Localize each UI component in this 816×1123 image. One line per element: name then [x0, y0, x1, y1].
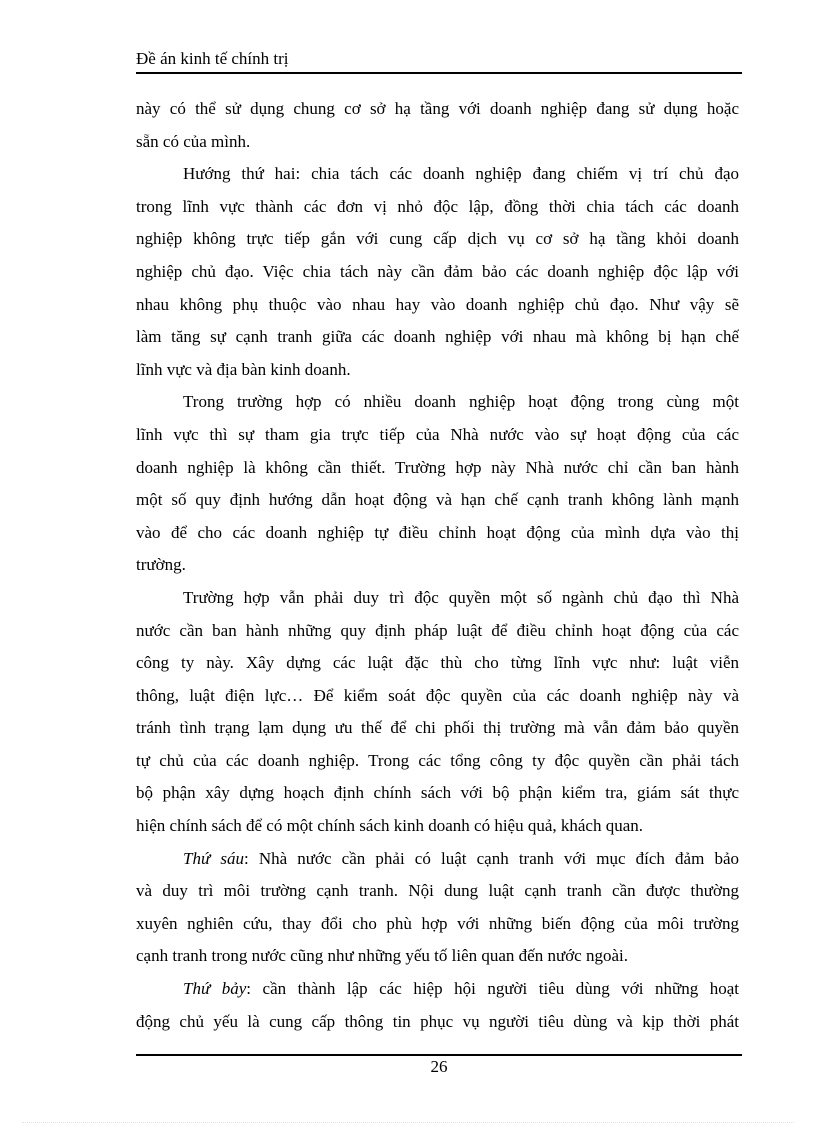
text-line: trong lĩnh vực thành các đơn vị nhỏ độc lập, đồng thời chia tách các doanh [136, 196, 739, 216]
text-line: lĩnh vực thì sự tham gia trực tiếp của Nhà nước vào sự hoạt động của các [136, 424, 739, 444]
text-line: nghiệp chủ đạo. Việc chia tách này cần đảm bảo các doanh nghiệp độc lập với [136, 261, 739, 281]
text-line: Trong trường hợp có nhiều doanh nghiệp hoạt động trong cùng một [183, 392, 739, 412]
text-line [136, 843, 739, 876]
text-line: xuyên nghiên cứu, thay đổi cho phù hợp với những biến động của môi trường [136, 913, 739, 933]
text-line: vào để cho các doanh nghiệp tự điều chỉnh hoạt động của mình dựa vào thị [136, 522, 739, 542]
text-line: nước cần ban hành những quy định pháp luật để điều chỉnh hoạt động của các [136, 620, 739, 640]
text-line: bộ phận xây dựng hoạch định chính sách với bộ phận kiểm tra, giám sát thực [136, 783, 739, 803]
item-lead: Thứ bảy [183, 979, 247, 999]
text-line: nghiệp không trực tiếp gắn với cung cấp dịch vụ cơ sở hạ tầng khỏi doanh [136, 229, 739, 249]
document-title: Đề án kinh tế chính trị [136, 49, 289, 68]
text-line: tự chủ của các doanh nghiệp. Trong các tổng công ty độc quyền cần phải tách [136, 750, 739, 770]
body-text [136, 93, 739, 1038]
item-lead: Thứ sáu [183, 848, 244, 868]
text-line: hiện chính sách để có một chính sách kinh doanh có hiệu quả, khách quan. [136, 816, 644, 836]
text-line: và duy trì môi trường cạnh tranh. Nội dung luật cạnh tranh cần được thường [136, 881, 739, 901]
text-line: Hướng thứ hai: chia tách các doanh nghiệp đang chiếm vị trí chủ đạo [183, 164, 739, 184]
text-line: doanh nghiệp là không cần thiết. Trường hợp này Nhà nước chỉ cần ban hành [136, 457, 739, 477]
page-number: 26 [430, 1057, 448, 1076]
page-footer [136, 1054, 742, 1076]
text-line: làm tăng sự cạnh tranh giữa các doanh nghiệp với nhau mà không bị hạn chế [136, 327, 739, 347]
text-line: một số quy định hướng dẫn hoạt động và hạn chế cạnh tranh không lành mạnh [136, 490, 739, 510]
page-header [136, 46, 742, 74]
item-text: : Nhà nước cần phải có luật cạnh tranh với mục đích đảm bảo [243, 848, 739, 868]
text-line: này có thể sử dụng chung cơ sở hạ tầng với doanh nghiệp đang sử dụng hoặc [136, 99, 739, 118]
item-text: : cần thành lập các hiệp hội người tiêu dùng với những hoạt [246, 979, 739, 999]
text-line: Trường hợp vẫn phải duy trì độc quyền một số ngành chủ đạo thì Nhà [183, 587, 739, 607]
text-line: trường. [136, 555, 186, 575]
text-line: tránh tình trạng lạm dụng ưu thế để chi phối thị trường mà vẫn đảm bảo quyền [136, 718, 739, 738]
text-line [136, 973, 739, 1006]
text-line: động chủ yếu là cung cấp thông tin phục vụ người tiêu dùng và kịp thời phát [136, 1011, 739, 1031]
text-line: lĩnh vực và địa bàn kinh doanh. [136, 359, 351, 379]
text-line: thông, luật điện lực… Để kiểm soát độc quyền của các doanh nghiệp này và [136, 685, 739, 705]
text-line: cạnh tranh trong nước cũng như những yếu tố liên quan đến nước ngoài. [136, 946, 628, 966]
text-line: công ty này. Xây dựng các luật đặc thù cho từng lĩnh vực như: luật viễn [136, 653, 739, 673]
text-line: sẵn có của mình. [136, 131, 251, 151]
text-line: nhau không phụ thuộc vào nhau hay vào doanh nghiệp chủ đạo. Như vậy sẽ [136, 294, 739, 314]
